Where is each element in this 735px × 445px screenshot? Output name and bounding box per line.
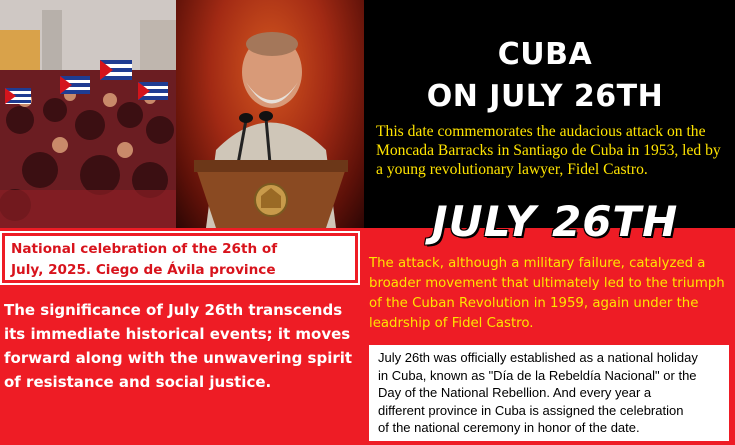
headline-line-2: ON JULY 26TH [426,79,664,114]
crowd-illustration [0,0,176,228]
holiday-info-box [369,345,729,441]
speaker-at-podium-photo [176,0,364,228]
celebration-line-1: National celebration of the 26th of [11,241,278,257]
holiday-line-5: of the national ceremony in honor of the date. [378,420,640,435]
holiday-line-3: Day of the National Rebellion. And every year a [378,385,652,400]
holiday-line-4: different province in Cuba is assigned the celebration [378,402,684,418]
headline-line-1: CUBA [497,37,593,72]
crowd-with-cuban-flags-photo [0,0,176,228]
page-title [385,34,705,118]
celebration-caption-box [2,233,358,283]
holiday-line-1: July 26th was officially established as a national holiday [378,350,698,365]
celebration-line-2: July, 2025. Ciego de Ávila province [11,262,276,278]
significance-paragraph: The significance of July 26th transcends its immediate historical events; it moves forward along with the unwavering spirit of resistance and social justice. [4,301,353,391]
attack-paragraph: The attack, although a military failure, catalyzed a broader movement that ultimately led to the triumph of the Cuban Revolution in 1959, again under the leadrship of Fidel Castro. [369,256,725,331]
intro-paragraph: This date commemorates the audacious attack on the Moncada Barracks in Santiago de Cuba in 1953, led by a young revolutionary lawyer, Fidel Castro. [376,123,721,178]
big-date-title: JULY 26TH [432,197,679,246]
speaker-illustration [176,0,364,228]
holiday-line-2: in Cuba, known as "Día de la Rebeldía Nacional" or the [378,367,697,383]
